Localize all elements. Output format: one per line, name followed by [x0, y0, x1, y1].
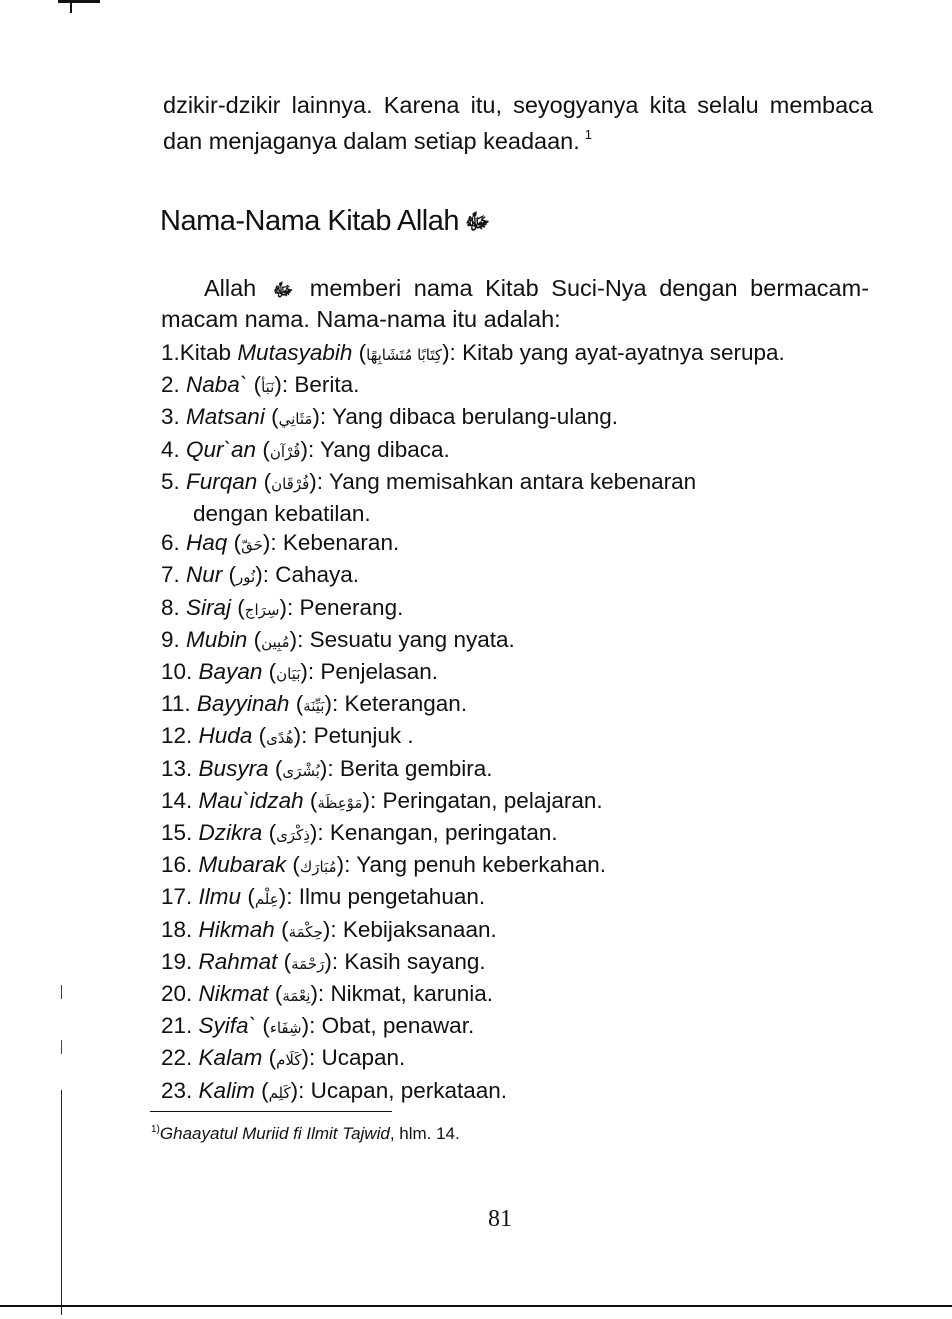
item-meaning: Yang memisahkan antara kebenaran	[328, 468, 697, 494]
item-meaning: Yang dibaca.	[320, 436, 450, 462]
item-meaning: Peringatan, pelajaran.	[382, 787, 603, 813]
item-number: 1.	[161, 340, 180, 365]
item-meaning: Nikmat, karunia.	[330, 981, 493, 1007]
item-arabic: هُدًى	[266, 729, 294, 748]
item-term: Mubarak	[198, 852, 287, 878]
footnote-marker: 1)	[151, 1124, 160, 1135]
item-term: Syifa`	[198, 1013, 257, 1039]
list-item: 11. Bayyinah (بَيِّنَة): Keterangan.	[161, 689, 881, 721]
item-arabic: مَثَانِي	[278, 410, 313, 429]
item-number: 15.	[161, 820, 193, 846]
item-term: Kalam	[198, 1045, 263, 1071]
list-item: 17. Ilmu (عِلْم): Ilmu pengetahuan.	[161, 882, 881, 914]
footnote-rest: , hlm. 14.	[389, 1124, 460, 1143]
item-meaning: Penerang.	[299, 594, 404, 620]
footnote	[151, 1124, 460, 1144]
item-term: Furqan	[186, 468, 258, 494]
body-text-before: Allah	[204, 275, 257, 301]
item-arabic: نَبَأ	[261, 378, 275, 397]
list-item: 23. Kalim (كَلِم): Ucapan, perkataan.	[161, 1076, 881, 1108]
intro-line-1: dzikir-dzikir lainnya. Karena itu, seyogyanya kita selalu membaca	[163, 92, 873, 118]
footnote-title: Ghaayatul Muriid fi Ilmit Tajwid	[159, 1124, 390, 1143]
list-item: 9. Mubin (مُبِين): Sesuatu yang nyata.	[161, 625, 881, 657]
list-item: 16. Mubarak (مُبَارَك): Yang penuh keberkahan.	[161, 850, 881, 882]
item-arabic: بَيِّنَة	[303, 697, 325, 716]
honorific-glyph-inline: ﷻ	[272, 280, 294, 300]
item-meaning: Berita gembira.	[339, 755, 493, 781]
item-term: Mubin	[186, 626, 248, 652]
item-meaning: Petunjuk .	[313, 723, 414, 749]
item-term: Mutasyabih	[237, 340, 353, 365]
scan-mark	[61, 1040, 62, 1054]
item-number: 11.	[161, 691, 191, 717]
item-meaning: Kebijaksanaan.	[342, 916, 497, 942]
item-arabic: عِلْم	[254, 890, 279, 909]
list-item: 14. Mau`idzah (مَوْعِظَة): Peringatan, pelajaran.	[161, 786, 881, 818]
item-term: Siraj	[186, 594, 232, 620]
item-meaning: Kasih sayang.	[344, 948, 486, 974]
item-term: Bayyinah	[196, 691, 290, 717]
list-item: 22. Kalam (كَلَام): Ucapan.	[161, 1043, 881, 1075]
item-meaning: Obat, penawar.	[321, 1013, 475, 1039]
item-term: Bayan	[198, 659, 263, 685]
list-item: 20. Nikmat (نِعْمَة): Nikmat, karunia.	[161, 979, 881, 1011]
scan-mark	[58, 0, 100, 3]
item-term: Hikmah	[198, 916, 275, 942]
item-term: Ilmu	[198, 884, 242, 910]
item-prefix: Kitab	[179, 340, 238, 365]
item-meaning: Ucapan, perkataan.	[310, 1077, 508, 1103]
item-number: 5.	[161, 468, 180, 494]
section-heading-text: Nama-Nama Kitab Allah	[160, 205, 459, 237]
item-number: 6.	[161, 530, 180, 556]
item-number: 2.	[161, 372, 180, 398]
intro-line-2	[163, 120, 873, 156]
scan-mark	[70, 3, 72, 13]
item-number: 3.	[161, 404, 180, 430]
scan-mark	[61, 1090, 62, 1315]
list-item: 13. Busyra (بُشْرَى): Berita gembira.	[161, 754, 881, 786]
footnote-divider	[150, 1111, 392, 1112]
item-meaning: Keterangan.	[344, 691, 468, 717]
item-meaning: Yang dibaca berulang-ulang.	[331, 404, 619, 430]
item-arabic: نُور	[236, 568, 256, 587]
item-term: Rahmat	[198, 948, 278, 974]
item-term: Mau`idzah	[198, 787, 304, 813]
item-number: 22.	[161, 1045, 193, 1071]
scan-mark	[0, 1305, 952, 1307]
list-item: 4. Qur`an (قُرْآن): Yang dibaca.	[161, 435, 881, 467]
item-meaning: Cahaya.	[275, 562, 360, 588]
item-meaning: Kebenaran.	[282, 530, 400, 556]
item-arabic: فُرْقَان	[271, 474, 310, 493]
item-arabic: رَحْمَة	[291, 954, 325, 973]
item-arabic: ذِكْرَى	[276, 826, 310, 845]
item-meaning: Sesuatu yang nyata.	[309, 626, 515, 652]
item-number: 21.	[161, 1013, 193, 1039]
item-meaning: Kenangan, peringatan.	[329, 820, 558, 846]
item-term: Kalim	[198, 1077, 255, 1103]
body-text-after: memberi nama Kitab Suci-Nya dengan bermacam-	[309, 275, 870, 301]
item-term: Naba`	[186, 372, 248, 398]
item-number: 17.	[161, 884, 193, 910]
list-item: 2. Naba` (نَبَأ): Berita.	[161, 370, 881, 402]
item-number: 16.	[161, 852, 193, 878]
section-heading	[160, 205, 490, 240]
item-number: 7.	[161, 562, 180, 588]
item-arabic: شِفَاء	[269, 1019, 302, 1038]
item-number: 18.	[161, 916, 193, 942]
item-number: 9.	[161, 626, 180, 652]
item-arabic: بُشْرَى	[282, 761, 320, 780]
item-term: Huda	[198, 723, 253, 749]
item-number: 8.	[161, 594, 180, 620]
item-arabic: كَلِم	[268, 1083, 291, 1102]
item-arabic: مُبَارَك	[299, 858, 337, 877]
footnote-reference: 1	[584, 127, 593, 142]
item-arabic: بَيَان	[276, 665, 301, 684]
list-item: 3. Matsani (مَثَانِي): Yang dibaca berulang-ulang.	[161, 402, 881, 434]
item-meaning: Ilmu pengetahuan.	[298, 884, 486, 910]
item-term: Dzikra	[198, 820, 263, 846]
list-item: 18. Hikmah (حِكْمَة): Kebijaksanaan.	[161, 915, 881, 947]
item-number: 10.	[161, 659, 193, 685]
item-meaning: Berita.	[294, 372, 360, 398]
item-meaning: Penjelasan.	[320, 659, 438, 685]
item-arabic: مَوْعِظَة	[317, 793, 363, 812]
item-number: 20.	[161, 981, 193, 1007]
item-number: 12.	[161, 723, 193, 749]
list-item: 5. Furqan (فُرْقَان): Yang memisahkan antara kebenaran dengan kebatilan.	[161, 467, 881, 528]
item-meaning: Yang penuh keberkahan.	[356, 852, 606, 878]
list-item: 7. Nur (نُور): Cahaya.	[161, 560, 881, 592]
item-term: Busyra	[198, 755, 269, 781]
scan-mark	[61, 985, 62, 999]
body-paragraph	[161, 274, 869, 334]
item-number: 13.	[161, 755, 193, 781]
item-number: 19.	[161, 948, 193, 974]
body-line-1	[161, 274, 869, 305]
item-number: 4.	[161, 436, 180, 462]
body-line-2: macam nama. Nama-nama itu adalah:	[161, 306, 561, 332]
item-term: Qur`an	[186, 436, 257, 462]
item-arabic: مُبِين	[261, 632, 290, 651]
page-number: 81	[488, 1206, 512, 1232]
item-arabic: حَقّ	[241, 536, 263, 555]
item-arabic: سِرَاج	[244, 600, 280, 619]
item-arabic: قُرْآن	[269, 442, 301, 461]
item-meaning: Ucapan.	[321, 1045, 406, 1071]
list-item: 19. Rahmat (رَحْمَة): Kasih sayang.	[161, 947, 881, 979]
item-term: Haq	[186, 530, 228, 556]
names-list	[161, 338, 881, 1108]
honorific-glyph: ﷻ	[464, 209, 490, 234]
item-term: Matsani	[186, 404, 265, 430]
list-item: 21. Syifa` (شِفَاء): Obat, penawar.	[161, 1011, 881, 1043]
list-item: 15. Dzikra (ذِكْرَى): Kenangan, peringatan.	[161, 818, 881, 850]
list-item: 1.Kitab Mutasyabih (كِتَابًا مُتَشَابِهًا): Kitab yang ayat-ayatnya serupa.	[161, 338, 881, 370]
intro-paragraph	[163, 91, 873, 156]
item-number: 23.	[161, 1077, 193, 1103]
item-arabic: كِتَابًا مُتَشَابِهًا	[366, 346, 443, 364]
item-arabic: نِعْمَة	[282, 987, 311, 1006]
item-meaning: Kitab yang ayat-ayatnya serupa.	[462, 340, 785, 365]
item-meaning-continued: dengan kebatilan.	[193, 501, 371, 527]
list-item: 12. Huda (هُدًى): Petunjuk .	[161, 721, 881, 753]
item-number: 14.	[161, 787, 193, 813]
list-item: 8. Siraj (سِرَاج): Penerang.	[161, 593, 881, 625]
item-term: Nur	[186, 562, 223, 588]
list-item: 6. Haq (حَقّ): Kebenaran.	[161, 528, 881, 560]
item-arabic: حِكْمَة	[288, 922, 323, 941]
item-arabic: كَلَام	[276, 1051, 302, 1070]
intro-line-2-text: dan menjaganya dalam setiap keadaan.	[163, 128, 580, 154]
list-item: 10. Bayan (بَيَان): Penjelasan.	[161, 657, 881, 689]
item-term: Nikmat	[198, 981, 269, 1007]
